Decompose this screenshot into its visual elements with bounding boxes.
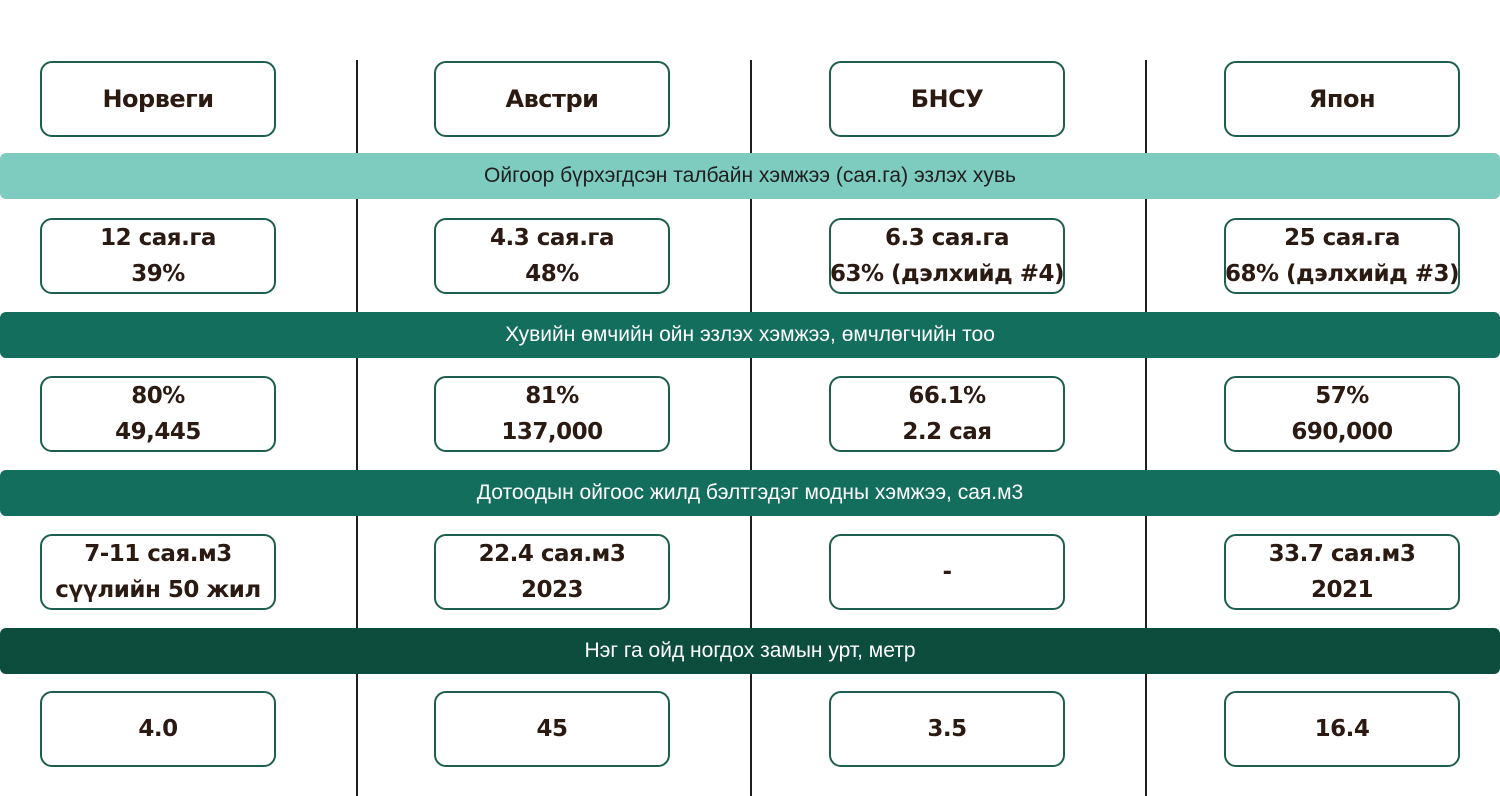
country-header	[434, 61, 670, 137]
cell-line: 2.2 сая	[902, 419, 992, 445]
cell-line: 81%	[525, 383, 579, 409]
data-cell	[829, 691, 1065, 767]
cell-line: 7-11 сая.м3	[84, 541, 232, 567]
cell-line: 4.3 сая.га	[490, 225, 614, 251]
cell-line: 57%	[1315, 383, 1369, 409]
cell-line: 137,000	[501, 419, 603, 445]
data-cell	[434, 376, 670, 452]
country-header	[829, 61, 1065, 137]
cell-line: -	[942, 559, 952, 585]
data-cell	[434, 534, 670, 610]
section-title-band: Ойгоор бүрхэгдсэн талбайн хэмжээ (сая.га) эзлэх хувь	[0, 153, 1500, 199]
section-title-band: Хувийн өмчийн ойн эзлэх хэмжээ, өмчлөгчийн тоо	[0, 312, 1500, 358]
cell-line: 16.4	[1314, 716, 1370, 742]
cell-line: 3.5	[927, 716, 967, 742]
data-cell	[40, 534, 276, 610]
data-cell	[1224, 691, 1460, 767]
cell-line: 33.7 сая.м3	[1268, 541, 1416, 567]
data-cell	[829, 218, 1065, 294]
cell-line: сүүлийн 50 жил	[55, 577, 261, 603]
data-cell	[829, 376, 1065, 452]
cell-line: 66.1%	[908, 383, 986, 409]
data-cell	[40, 218, 276, 294]
cell-line: 63% (дэлхийд #4)	[829, 261, 1065, 287]
cell-line: 68% (дэлхийд #3)	[1224, 261, 1460, 287]
cell-line: Австри	[505, 85, 599, 113]
data-cell	[434, 691, 670, 767]
data-cell	[434, 218, 670, 294]
data-cell	[1224, 376, 1460, 452]
section-title-band: Дотоодын ойгоос жилд бэлтгэдэг модны хэмжээ, сая.м3	[0, 470, 1500, 516]
cell-line: 6.3 сая.га	[885, 225, 1009, 251]
cell-line: 45	[536, 716, 568, 742]
data-cell	[1224, 218, 1460, 294]
country-header	[1224, 61, 1460, 137]
cell-line: Япон	[1308, 85, 1376, 113]
data-cell	[40, 691, 276, 767]
section-title-band: Нэг га ойд ногдох замын урт, метр	[0, 628, 1500, 674]
data-cell	[1224, 534, 1460, 610]
cell-line: 49,445	[115, 419, 201, 445]
cell-line: БНСУ	[910, 85, 984, 113]
cell-line: 4.0	[138, 716, 178, 742]
cell-line: 690,000	[1291, 419, 1393, 445]
cell-line: 48%	[525, 261, 579, 287]
data-cell	[40, 376, 276, 452]
cell-line: 2023	[520, 577, 583, 603]
data-cell	[829, 534, 1065, 610]
cell-line: 25 сая.га	[1284, 225, 1400, 251]
country-header	[40, 61, 276, 137]
cell-line: 39%	[131, 261, 185, 287]
cell-line: 80%	[131, 383, 185, 409]
cell-line: 2021	[1310, 577, 1373, 603]
cell-line: Норвеги	[102, 85, 214, 113]
cell-line: 12 сая.га	[100, 225, 216, 251]
cell-line: 22.4 сая.м3	[478, 541, 626, 567]
